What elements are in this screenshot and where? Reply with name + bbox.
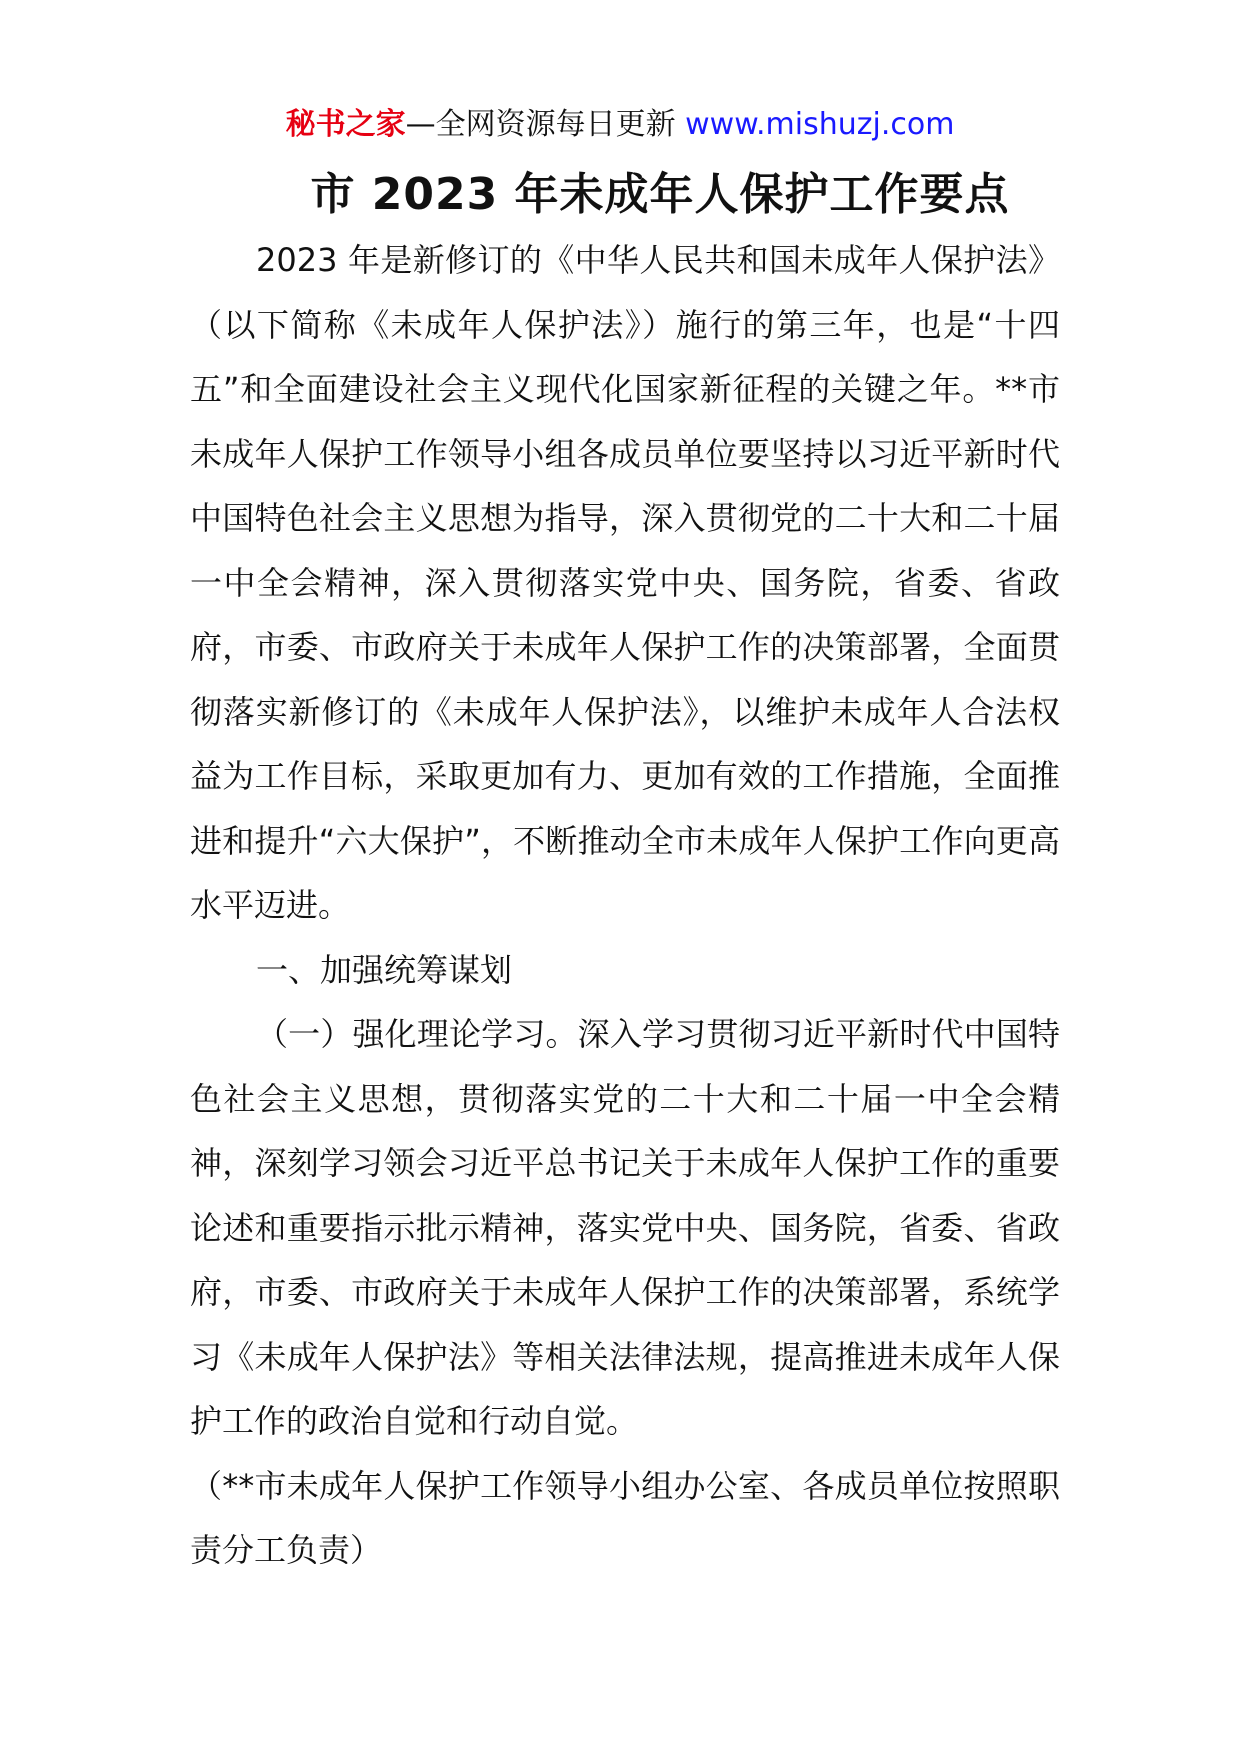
site-banner	[0, 100, 1240, 150]
document-body	[190, 228, 1060, 1583]
banner-tagline: —全网资源每日更新	[405, 107, 686, 142]
section-heading: 一、加强统筹谋划	[256, 950, 513, 989]
intro-paragraph: 2023 年是新修订的《中华人民共和国未成年人保护法》（以下简称《未成年人保护法》）施行的第三年，也是“十四五”和全面建设社会主义现代化国家新征程的关键之年。**市未成年人保护工作领导小组各成员单位要坚持以习近平新时代中国特色社会主义思想为指导，深入贯彻党的二十大和二十届一中全会精神，深入贯彻落实党中央、国务院，省委、省政府，市委、市政府关于未成年人保护工作的决策部署，全面贯彻落实新修订的《未成年人保护法》，以维护未成年人合法权益为工作目标，采取更加有力、更加有效的工作措施，全面推进和提升“六大保护”，不断推动全市未成年人保护工作向更高水平迈进。	[190, 241, 1060, 924]
document-title: 市 2023 年未成年人保护工作要点	[310, 169, 1010, 220]
banner-brand: 秘书之家	[285, 107, 406, 142]
banner-url-link[interactable]: www.mishuzj.com	[685, 107, 955, 142]
subsection-paragraph: （一）强化理论学习。深入学习贯彻习近平新时代中国特色社会主义思想，贯彻落实党的二十大和二十届一中全会精神，深刻学习领会习近平总书记关于未成年人保护工作的重要论述和重要指示批示精神，落实党中央、国务院，省委、省政府，市委、市政府关于未成年人保护工作的决策部署，系统学习《未成年人保护法》等相关法律法规，提高推进未成年人保护工作的政治自觉和行动自觉。	[190, 1015, 1060, 1440]
responsibility-note: （**市未成年人保护工作领导小组办公室、各成员单位按照职责分工负责）	[190, 1466, 1060, 1569]
